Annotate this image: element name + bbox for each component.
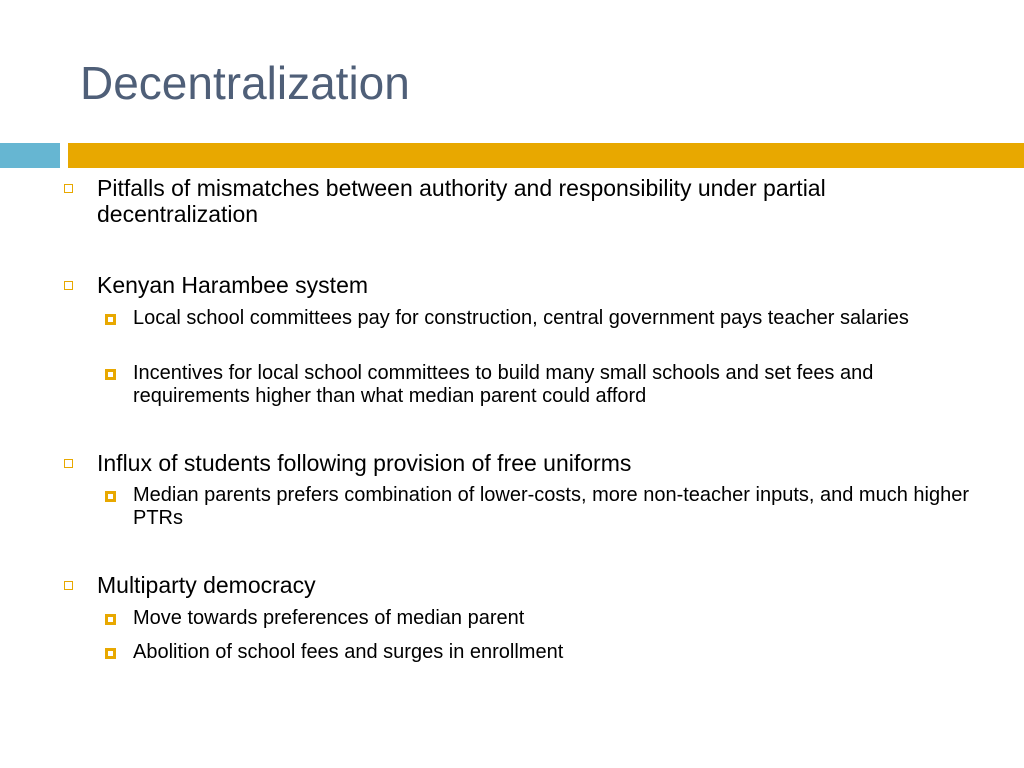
- square-bullet-icon: [105, 314, 116, 325]
- square-bullet-icon: [105, 648, 116, 659]
- bullet-level1: Kenyan Harambee system: [97, 272, 369, 298]
- bullet-level2: Incentives for local school committees to build many small schools and set fees and requirements higher than what median parent could afford: [133, 362, 874, 407]
- bullet-level1: Pitfalls of mismatches between authority and responsibility under partial decentralization: [97, 175, 826, 227]
- square-bullet-icon: [105, 369, 116, 380]
- bullet-level2: Median parents prefers combination of lower-costs, more non-teacher inputs, and much higher PTRs: [133, 484, 969, 529]
- bullet-level2: Abolition of school fees and surges in enrollment: [133, 641, 564, 663]
- square-bullet-icon: [105, 491, 116, 502]
- hollow-square-icon: [64, 459, 73, 468]
- bullet-level1: Influx of students following provision of free uniforms: [97, 450, 632, 476]
- hollow-square-icon: [64, 581, 73, 590]
- bullet-level1: Multiparty democracy: [97, 572, 316, 598]
- hollow-square-icon: [64, 184, 73, 193]
- bullet-level2: Local school committees pay for construction, central government pays teacher salaries: [133, 307, 909, 329]
- square-bullet-icon: [105, 614, 116, 625]
- hollow-square-icon: [64, 281, 73, 290]
- bullet-level2: Move towards preferences of median parent: [133, 607, 525, 629]
- slide-title: Decentralization: [80, 57, 410, 109]
